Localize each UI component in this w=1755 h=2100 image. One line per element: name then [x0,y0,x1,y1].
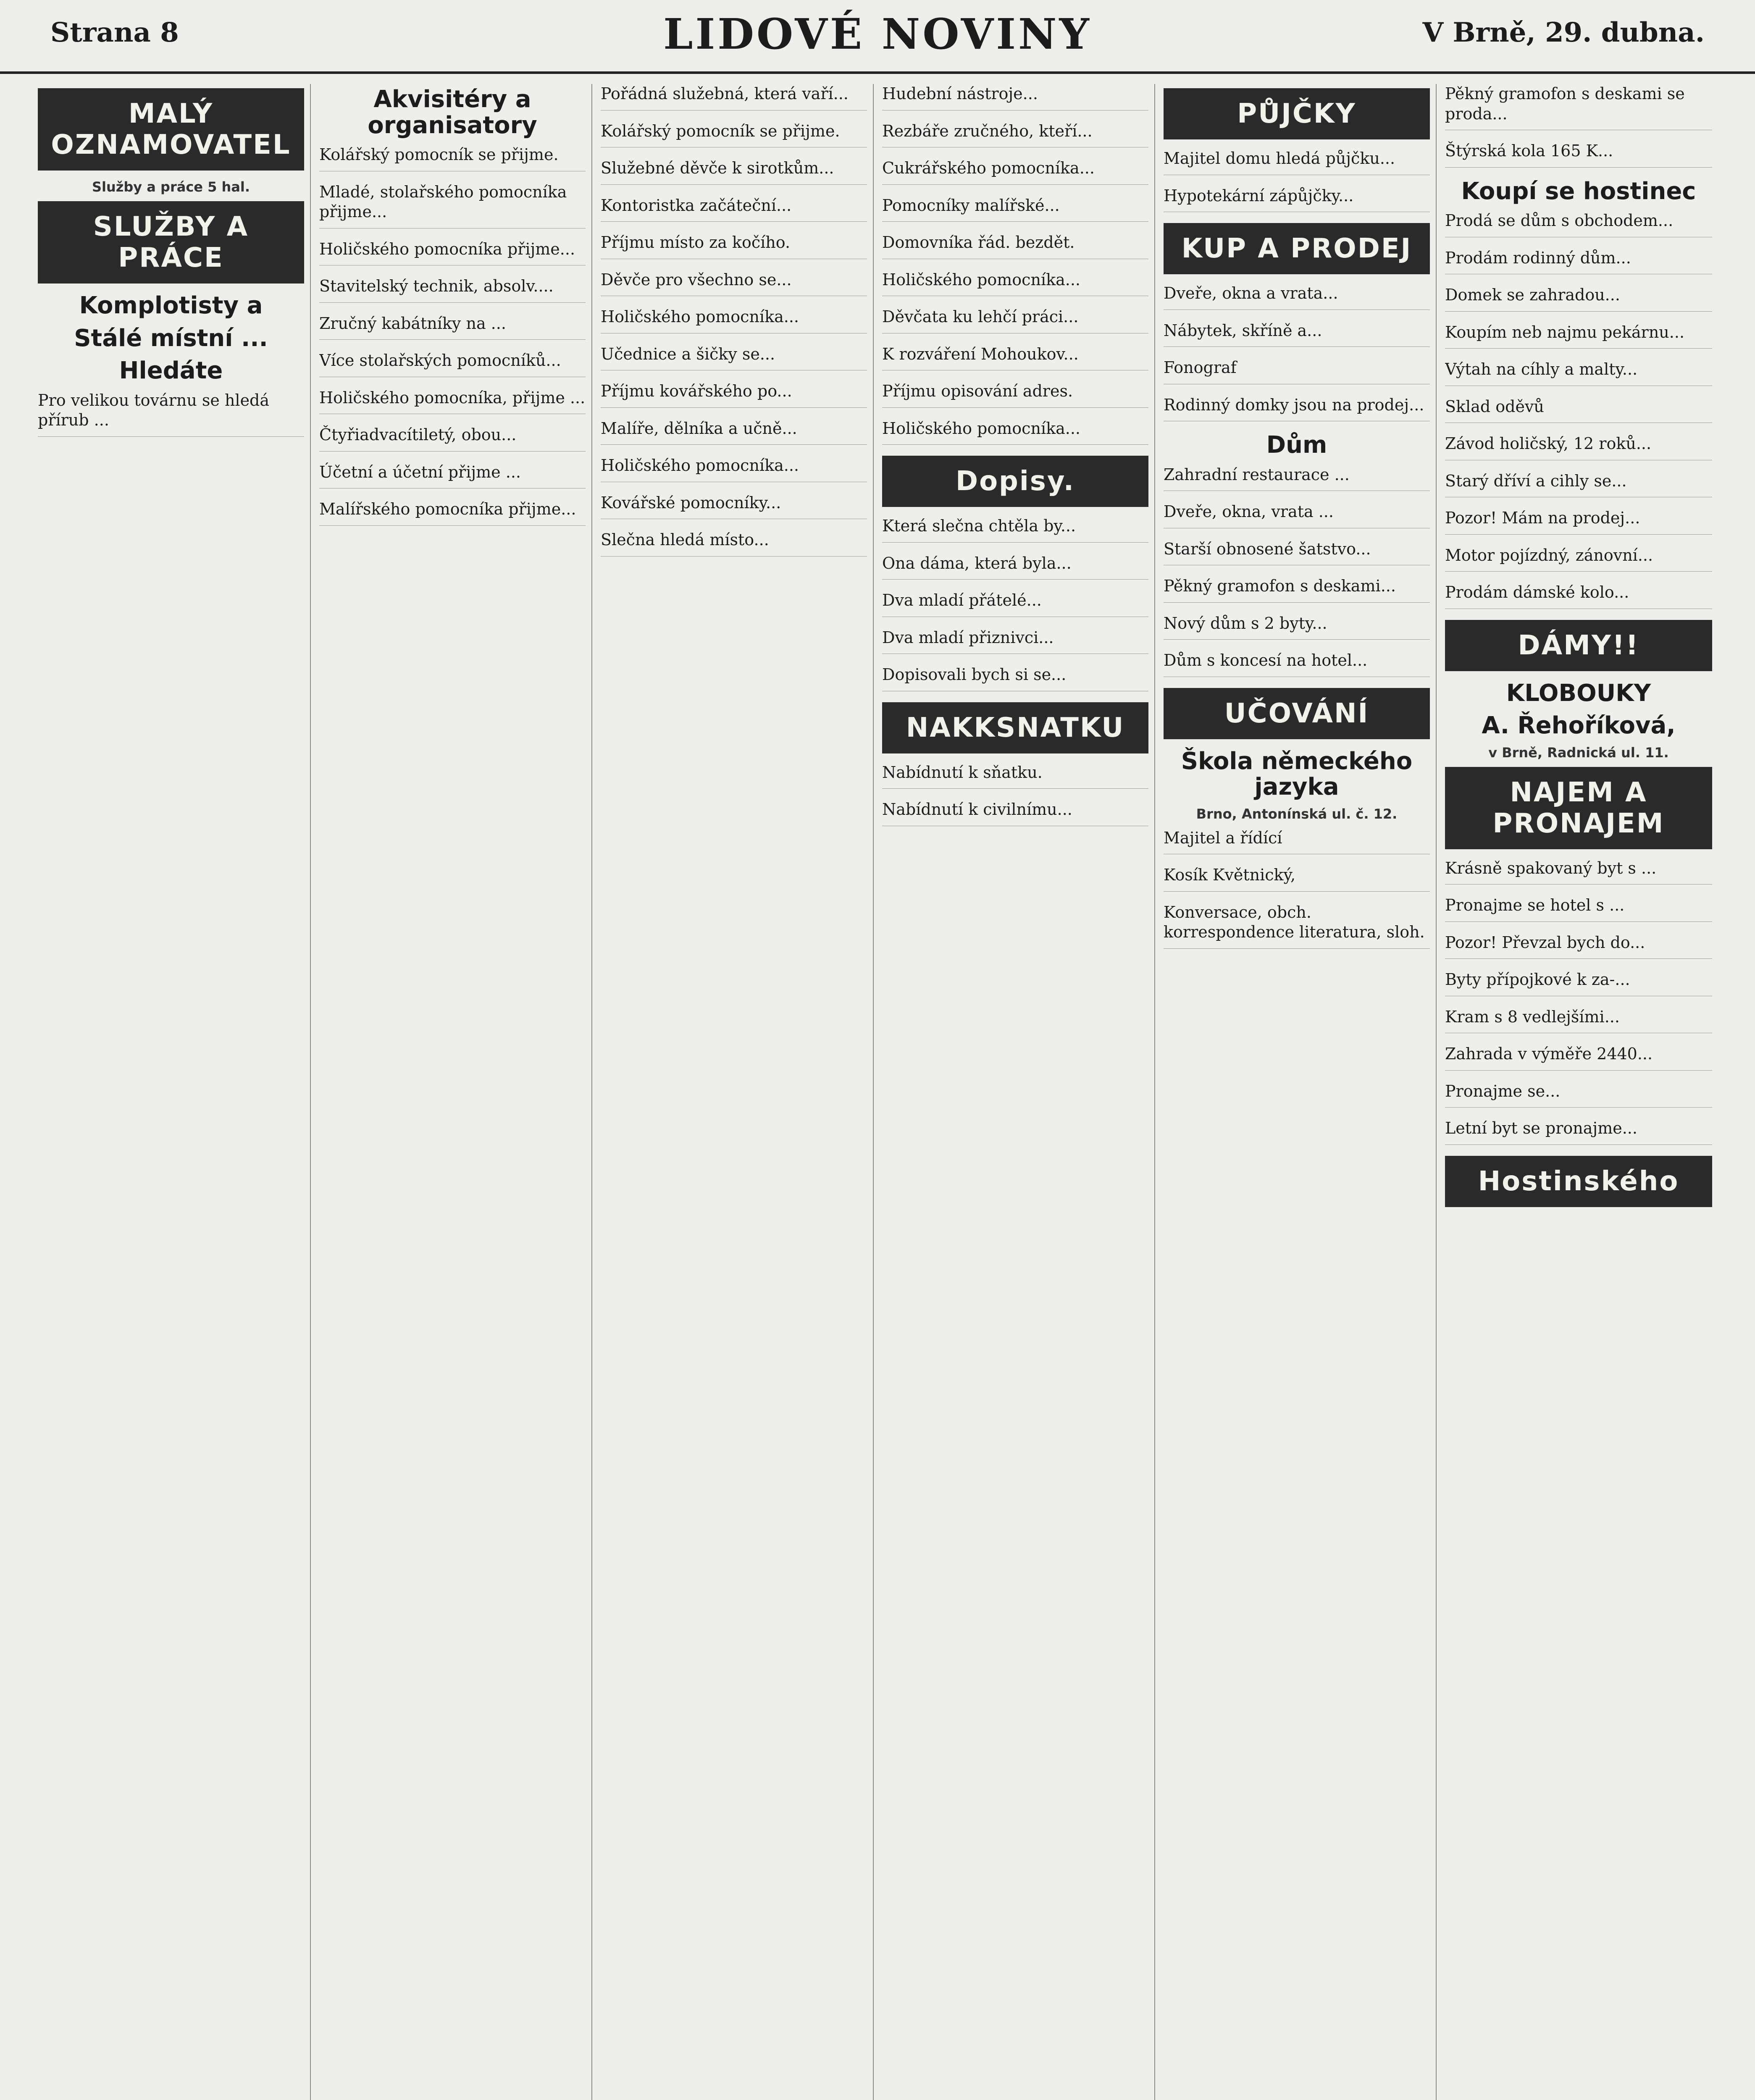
ad: Která slečna chtěla by... [882,516,1148,543]
ad: Zahradní restaurace ... [1164,465,1430,491]
ad: Holičského pomocníka... [882,270,1148,297]
masthead [0,0,1755,74]
ad: Mladé, stolařského pomocníka přijme... [319,182,586,228]
ad: Děvčata ku lehčí práci... [882,307,1148,333]
column-3 [601,84,874,2100]
ad: Domovníka řád. bezdět. [882,233,1148,259]
ad: Kovářské pomocníky... [601,493,867,520]
shop-name: A. Řehoříková, [1482,712,1676,740]
ad: Motor pojízdný, zánovní... [1445,546,1712,572]
section-banner: KUP A PRODEJ [1164,223,1430,274]
ad: Sklad oděvů [1445,397,1712,423]
heading: Akvisitéry a organisatory [368,86,537,139]
ad: K rozváření Mohoukov... [882,344,1148,371]
subline: Služby a práce 5 hal. [92,179,250,195]
section-banner: UČOVÁNÍ [1164,688,1430,739]
ad: Byty přípojkové k za-... [1445,970,1712,996]
heading: Koupí se hostinec [1461,177,1696,205]
ad: Kolářský pomocník se přijme. [319,145,586,171]
school-address: Brno, Antonínská ul. č. 12. [1196,806,1398,822]
ad: Učednice a šičky se... [601,344,867,371]
ad: Kontoristka začáteční... [601,196,867,222]
ad: Malířského pomocníka přijme... [319,499,586,526]
ad: Příjmu opisování adres. [882,381,1148,408]
section-banner: NAKKSNATKU [882,702,1148,753]
ad: Kolářský pomocník se přijme. [601,121,867,148]
ad: Domek se zahradou... [1445,285,1712,312]
ad: Prodám rodinný dům... [1445,248,1712,275]
page-number: Strana 8 [50,17,179,48]
section-banner: Dopisy. [882,456,1148,507]
ad: Majitel domu hledá půjčku... [1164,149,1430,175]
ad: Štýrská kola 165 K... [1445,141,1712,168]
ad: Pronajme se hotel s ... [1445,895,1712,922]
ad: Starý dříví a cihly se... [1445,471,1712,498]
section-banner: PŮJČKY [1164,88,1430,139]
column-5 [1164,84,1437,2100]
ad: Krásně spakovaný byt s ... [1445,858,1712,885]
ad: Hypotekární zápůjčky... [1164,186,1430,213]
ad: Závod holičský, 12 roků... [1445,434,1712,460]
ad: Pěkný gramofon s deskami... [1164,576,1430,603]
ad: Služebné děvče k sirotkům... [601,158,867,185]
ad: Pěkný gramofon s deskami se proda... [1445,84,1712,130]
shop-address: v Brně, Radnická ul. 11. [1488,744,1669,761]
heading: Stálé místní ... [74,324,268,352]
heading: Hledáte [119,357,223,385]
ad: Ona dáma, která byla... [882,554,1148,580]
ad: Pro velikou továrnu se hledá přírub ... [38,391,304,437]
subhead: KLOBOUKY [1506,679,1651,707]
dateline: V Brně, 29. dubna. [1422,17,1705,48]
ad: Nový dům s 2 byty... [1164,614,1430,640]
ad: Nábytek, skříně a... [1164,321,1430,347]
section-banner: Hostinského [1445,1156,1712,1207]
section-banner: MALÝ OZNAMOVATEL [38,88,304,171]
ad: Příjmu místo za kočího. [601,233,867,259]
column-4 [882,84,1155,2100]
ad: Holičského pomocníka, přijme ... [319,388,586,415]
ad: Čtyřiadvacítiletý, obou... [319,425,586,452]
ad: Pozor! Mám na prodej... [1445,508,1712,535]
ad: Účetní a účetní přijme ... [319,462,586,489]
heading: Komplotisty a [79,292,263,320]
ad: Holičského pomocníka... [882,419,1148,445]
ad: Malíře, dělníka a učně... [601,419,867,445]
ad: Pozor! Převzal bych do... [1445,933,1712,959]
newspaper-title: LIDOVÉ NOVINY [663,9,1092,59]
ad: Cukrářského pomocníka... [882,158,1148,185]
column-2 [319,84,592,2100]
ad: Děvče pro všechno se... [601,270,867,297]
ad: Koupím neb najmu pekárnu... [1445,323,1712,349]
ad: Dva mladí přátelé... [882,591,1148,617]
ad: Konversace, obch. korrespondence literatura, sloh. [1164,903,1430,949]
ad: Kram s 8 vedlejšími... [1445,1007,1712,1034]
ad: Dva mladí přiznivci... [882,628,1148,654]
ad: Holičského pomocníka... [601,307,867,333]
ad: Hudební nástroje... [882,84,1148,110]
ad: Výtah na cíhly a malty... [1445,360,1712,386]
ad: Pomocníky malířské... [882,196,1148,222]
section-banner: NAJEM A PRONAJEM [1445,767,1712,849]
ad: Příjmu kovářského po... [601,381,867,408]
ad: Zahrada v výměře 2440... [1445,1044,1712,1071]
ad: Holičského pomocníka přijme... [319,239,586,266]
ad: Starší obnosené šatstvo... [1164,539,1430,566]
ad: Zručný kabátníky na ... [319,314,586,340]
column-1 [38,84,311,2100]
ad: Pořádná služebná, která vaří... [601,84,867,110]
ad: Dopisovali bych si se... [882,665,1148,691]
ad: Více stolařských pomocníků... [319,351,586,377]
ad: Rodinný domky jsou na prodej... [1164,395,1430,422]
ad: Majitel a řídící [1164,828,1430,855]
section-banner: SLUŽBY A PRÁCE [38,201,304,284]
ad: Slečna hledá místo... [601,530,867,556]
school-title: Škola německého jazyka [1181,747,1413,801]
ad: Fonograf [1164,358,1430,384]
ad: Holičského pomocníka... [601,456,867,482]
ad: Dům s koncesí na hotel... [1164,651,1430,677]
column-6 [1445,84,1718,2100]
ad: Dveře, okna, vrata ... [1164,502,1430,528]
columns [38,84,1726,2100]
ad: Prodám dámské kolo... [1445,583,1712,609]
ad: Dveře, okna a vrata... [1164,284,1430,310]
ad: Stavitelský technik, absolv.... [319,276,586,303]
ad: Prodá se dům s obchodem... [1445,211,1712,237]
ad: Rezbáře zručného, kteří... [882,121,1148,148]
section-banner: DÁMY!! [1445,620,1712,671]
heading: Dům [1266,431,1327,459]
ad: Nabídnutí k civilnímu... [882,800,1148,826]
ad: Pronajme se... [1445,1082,1712,1108]
ad: Kosík Květnický, [1164,865,1430,892]
ad: Nabídnutí k sňatku. [882,763,1148,789]
ad: Letní byt se pronajme... [1445,1118,1712,1145]
